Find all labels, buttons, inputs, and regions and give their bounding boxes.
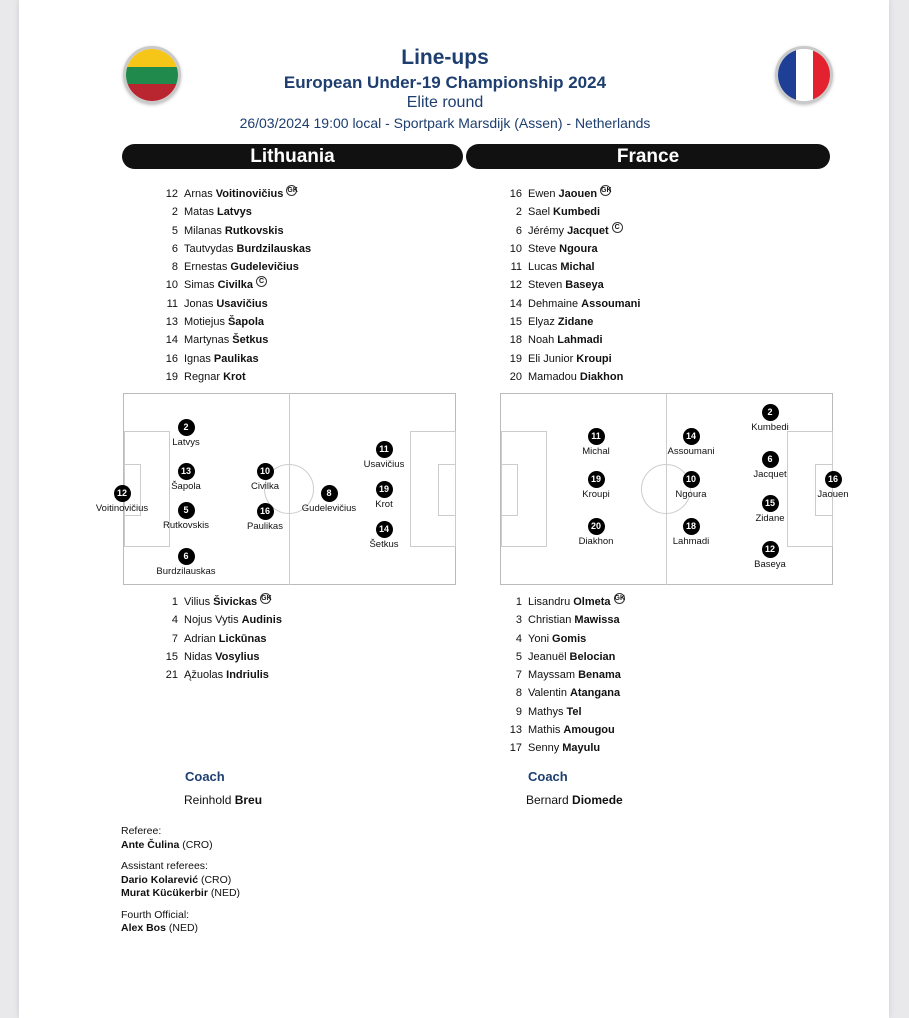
player-last-name: Tel <box>566 705 582 718</box>
player-number-dot: 13 <box>178 463 195 480</box>
player-row <box>506 368 640 386</box>
player-first-name: Mathis <box>528 724 561 737</box>
away-coach-name <box>526 793 623 807</box>
player-row <box>506 630 625 648</box>
player-row <box>162 368 311 386</box>
player-first-name: Nidas <box>184 650 213 663</box>
player-last-name: Indriulis <box>226 669 269 682</box>
player-last-name: Voitinovičius <box>215 188 284 200</box>
formation-player-name: Kroupi <box>582 489 610 500</box>
official-entry <box>121 874 240 888</box>
player-last-name: Jaouen <box>558 188 598 200</box>
page-title: Line-ups <box>401 46 489 69</box>
home-substitutes-list <box>162 593 282 684</box>
official-name: Alex Bos <box>121 922 166 934</box>
player-number-dot: 11 <box>588 428 605 445</box>
formation-player-marker <box>651 471 731 500</box>
player-last-name: Lickūnas <box>218 632 267 645</box>
player-first-name: Mamadou <box>528 370 577 383</box>
player-number: 19 <box>509 352 522 365</box>
player-number: 6 <box>171 242 178 255</box>
player-row <box>162 240 311 258</box>
player-first-name: Jonas <box>184 297 214 310</box>
player-last-name: Latvys <box>216 206 252 219</box>
player-last-name: Civilka <box>217 279 254 292</box>
official-entry <box>121 922 240 936</box>
goalkeeper-badge-icon: GK <box>614 595 625 602</box>
player-number: 13 <box>165 316 178 329</box>
player-row <box>506 666 625 684</box>
player-last-name: Olmeta <box>573 596 611 608</box>
player-number-dot: 6 <box>762 451 779 468</box>
formation-player-name: Zidane <box>755 513 785 524</box>
player-number-dot: 19 <box>376 481 393 498</box>
player-row <box>162 350 311 368</box>
player-row <box>162 593 282 611</box>
player-first-name: Ernestas <box>184 261 228 274</box>
player-row <box>162 331 311 349</box>
player-number: 8 <box>515 687 522 700</box>
officials-block <box>121 860 240 901</box>
player-number: 16 <box>165 352 178 365</box>
formation-player-name: Diakhon <box>578 536 614 547</box>
player-last-name: Audinis <box>241 614 282 627</box>
formation-player-marker <box>556 518 636 547</box>
home-team-bar: Lithuania <box>122 144 463 169</box>
official-nationality: (NED) <box>168 922 199 934</box>
player-first-name: Eli Junior <box>528 352 574 365</box>
player-first-name: Tautvydas <box>184 242 234 255</box>
player-first-name: Motiejus <box>184 316 225 329</box>
player-row <box>506 721 625 739</box>
player-row <box>506 684 625 702</box>
player-last-name: Lahmadi <box>557 334 603 347</box>
player-number: 6 <box>515 224 522 237</box>
player-first-name: Steven <box>528 279 563 292</box>
player-number: 18 <box>509 334 522 347</box>
officials-block <box>121 825 240 852</box>
formation-player-marker <box>730 541 810 570</box>
player-number: 15 <box>509 316 522 329</box>
player-first-name: Adrian <box>184 632 216 645</box>
player-last-name: Burdzilauskas <box>236 242 312 255</box>
formation-player-name: Gudelevičius <box>301 503 357 514</box>
formation-player-marker <box>344 481 424 510</box>
player-first-name: Nojus Vytis <box>184 614 239 627</box>
player-row <box>162 313 311 331</box>
goalkeeper-badge-icon: GK <box>287 187 298 194</box>
player-last-name: Mawissa <box>574 614 620 627</box>
player-first-name: Christian <box>528 614 572 627</box>
official-role-label: Referee: <box>121 825 162 837</box>
player-row <box>162 295 311 313</box>
player-first-name: Ewen <box>528 188 556 200</box>
player-number-dot: 14 <box>683 428 700 445</box>
formation-player-name: Kumbedi <box>751 422 789 433</box>
player-number: 12 <box>165 188 178 200</box>
player-last-name: Benama <box>578 669 621 682</box>
player-last-name: Rutkovskis <box>224 224 284 237</box>
player-row <box>162 648 282 666</box>
player-row <box>162 185 311 203</box>
player-last-name: Assoumani <box>581 297 641 310</box>
formation-player-marker <box>344 441 424 470</box>
formation-player-name: Civilka <box>251 481 279 492</box>
player-number: 17 <box>509 742 522 755</box>
player-row <box>506 611 625 629</box>
player-number: 13 <box>509 724 522 737</box>
player-last-name: Šapola <box>227 316 265 329</box>
player-last-name: Kroupi <box>576 352 612 365</box>
formation-player-marker <box>146 463 226 492</box>
formation-player-marker <box>344 521 424 550</box>
player-first-name: Simas <box>184 279 215 292</box>
player-number-dot: 12 <box>762 541 779 558</box>
player-number-dot: 16 <box>825 471 842 488</box>
formation-player-name: Ngoura <box>675 489 707 500</box>
player-number: 7 <box>515 669 522 682</box>
player-number: 2 <box>171 206 178 219</box>
competition-title: European Under-19 Championship 2024 <box>283 73 607 92</box>
player-first-name: Sael <box>528 206 551 219</box>
player-last-name: Šivickas <box>213 596 258 608</box>
player-last-name: Gomis <box>552 632 587 645</box>
formation-player-name: Šapola <box>171 481 201 492</box>
formation-player-name: Latvys <box>172 437 200 448</box>
player-last-name: Baseya <box>565 279 604 292</box>
player-number: 11 <box>166 297 178 310</box>
player-first-name: Jérémy <box>528 224 565 237</box>
official-entry <box>121 887 240 901</box>
formation-player-marker <box>793 471 873 500</box>
formation-player-name: Paulikas <box>247 521 283 532</box>
player-number: 9 <box>515 705 522 718</box>
home-coach-name <box>184 793 262 807</box>
player-number: 12 <box>509 279 522 292</box>
player-last-name: Vosylius <box>215 650 260 663</box>
player-row <box>506 240 640 258</box>
formation-player-name: Šetkus <box>369 539 399 550</box>
player-row <box>162 630 282 648</box>
player-row <box>506 185 640 203</box>
player-first-name: Ąžuolas <box>184 669 224 682</box>
goalkeeper-badge-icon: GK <box>601 187 612 194</box>
player-number-dot: 2 <box>178 419 195 436</box>
home-starters-list <box>162 185 311 386</box>
player-first-name: Lucas <box>528 261 558 274</box>
player-number: 15 <box>165 650 178 663</box>
player-number-dot: 20 <box>588 518 605 535</box>
formation-player-marker <box>556 428 636 457</box>
player-first-name: Valentin <box>528 687 567 700</box>
player-number-dot: 10 <box>683 471 700 488</box>
player-number: 1 <box>515 596 522 608</box>
player-row <box>162 666 282 684</box>
away-starters-list <box>506 185 640 386</box>
official-entry <box>121 839 240 853</box>
home-coach-first: Reinhold <box>184 793 232 807</box>
officials-block <box>121 909 240 936</box>
player-number: 2 <box>515 206 522 219</box>
player-last-name: Amougou <box>563 724 615 737</box>
formation-player-marker <box>146 548 226 577</box>
formation-player-name: Baseya <box>754 559 786 570</box>
home-coach-last: Breu <box>234 793 263 807</box>
player-number-dot: 10 <box>257 463 274 480</box>
formation-player-marker <box>146 419 226 448</box>
player-last-name: Zidane <box>557 316 594 329</box>
formation-player-marker <box>651 518 731 547</box>
player-number: 21 <box>165 669 178 682</box>
player-row <box>506 276 640 294</box>
player-first-name: Yoni <box>528 632 550 645</box>
player-last-name: Krot <box>223 370 246 383</box>
player-number-dot: 16 <box>257 503 274 520</box>
player-first-name: Jeanuël <box>528 650 567 663</box>
player-number: 4 <box>515 632 522 645</box>
player-first-name: Arnas <box>184 188 213 200</box>
player-row <box>506 313 640 331</box>
player-row <box>506 203 640 221</box>
formation-player-name: Michal <box>582 446 610 457</box>
player-last-name: Michal <box>560 261 595 274</box>
player-number: 16 <box>509 188 522 200</box>
player-last-name: Atangana <box>569 687 621 700</box>
player-first-name: Regnar <box>184 370 221 383</box>
player-number: 20 <box>509 370 522 383</box>
player-row <box>506 648 625 666</box>
player-number-dot: 14 <box>376 521 393 538</box>
player-last-name: Usavičius <box>216 297 268 310</box>
player-first-name: Senny <box>528 742 560 755</box>
formation-player-name: Assoumani <box>667 446 715 457</box>
player-number: 5 <box>171 224 178 237</box>
formation-player-name: Usavičius <box>363 459 405 470</box>
player-first-name: Steve <box>528 242 557 255</box>
player-number: 4 <box>171 614 178 627</box>
official-nationality: (NED) <box>210 887 241 899</box>
player-last-name: Paulikas <box>213 352 259 365</box>
official-name: Ante Čulina <box>121 838 180 851</box>
player-number: 10 <box>509 242 522 255</box>
official-name: Murat Kücükerbir <box>121 887 208 899</box>
player-number: 5 <box>515 650 522 663</box>
formation-player-name: Lahmadi <box>672 536 710 547</box>
formation-player-name: Jacquet <box>753 469 787 480</box>
player-first-name: Mathys <box>528 705 564 718</box>
captain-badge-icon: C <box>256 276 267 287</box>
player-number: 14 <box>509 297 522 310</box>
player-number-dot: 2 <box>762 404 779 421</box>
player-number: 10 <box>165 279 178 292</box>
player-row <box>506 258 640 276</box>
away-coach-first: Bernard <box>526 793 569 807</box>
formation-player-marker <box>556 471 636 500</box>
player-first-name: Mayssam <box>528 669 576 682</box>
player-number: 19 <box>165 370 178 383</box>
official-role-label: Fourth Official: <box>121 908 190 921</box>
player-number-dot: 18 <box>683 518 700 535</box>
formation-player-name: Burdzilauskas <box>156 566 216 577</box>
player-last-name: Belocian <box>569 650 616 663</box>
player-number-dot: 5 <box>178 502 195 519</box>
player-row <box>506 331 640 349</box>
player-row <box>162 222 311 240</box>
formation-player-name: Rutkovskis <box>163 520 209 531</box>
player-last-name: Mayulu <box>562 742 601 755</box>
player-number-dot: 8 <box>321 485 338 502</box>
player-last-name: Kumbedi <box>553 206 601 219</box>
player-row <box>506 593 625 611</box>
formation-player-name: Jaouen <box>817 489 849 500</box>
player-number-dot: 12 <box>114 485 131 502</box>
round-label: Elite round <box>406 94 484 111</box>
player-first-name: Martynas <box>184 334 230 347</box>
player-row <box>162 611 282 629</box>
away-coach-last: Diomede <box>572 793 623 807</box>
player-first-name: Vilius <box>184 596 211 608</box>
player-row <box>506 703 625 721</box>
player-number-dot: 19 <box>588 471 605 488</box>
player-first-name: Milanas <box>184 224 222 237</box>
captain-badge-icon: C <box>612 222 623 233</box>
formation-player-marker <box>730 404 810 433</box>
player-number: 3 <box>515 614 522 627</box>
player-first-name: Matas <box>184 206 214 219</box>
formation-player-marker <box>146 502 226 531</box>
match-info: 26/03/2024 19:00 local - Sportpark Marsdijk (Assen) - Netherlands <box>239 115 651 131</box>
player-last-name: Diakhon <box>579 370 624 383</box>
official-name: Dario Kolarević <box>121 873 199 886</box>
player-number: 1 <box>171 596 178 608</box>
player-last-name: Ngoura <box>559 242 598 255</box>
formation-player-marker <box>651 428 731 457</box>
away-substitutes-list <box>506 593 625 758</box>
player-last-name: Gudelevičius <box>230 261 299 274</box>
player-last-name: Jacquet <box>567 224 609 237</box>
player-row <box>162 276 311 294</box>
goalkeeper-badge-icon: GK <box>261 595 272 602</box>
official-nationality: (CRO) <box>182 838 213 851</box>
player-row <box>506 222 640 240</box>
player-row <box>162 203 311 221</box>
player-row <box>506 739 625 757</box>
official-nationality: (CRO) <box>200 873 232 886</box>
player-number: 7 <box>171 632 178 645</box>
home-coach-label: Coach <box>185 769 225 784</box>
away-coach-label: Coach <box>528 769 568 784</box>
player-number: 8 <box>171 261 178 274</box>
formation-player-name: Voitinovičius <box>95 503 149 514</box>
player-first-name: Elyaz <box>528 316 555 329</box>
match-officials <box>121 825 240 944</box>
player-number: 14 <box>165 334 178 347</box>
player-first-name: Ignas <box>184 352 211 365</box>
player-row <box>506 350 640 368</box>
player-number-dot: 15 <box>762 495 779 512</box>
player-number: 11 <box>510 261 522 274</box>
player-row <box>506 295 640 313</box>
away-team-bar: France <box>466 144 830 169</box>
player-first-name: Noah <box>528 334 555 347</box>
player-last-name: Šetkus <box>232 334 269 347</box>
player-first-name: Dehmaine <box>528 297 579 310</box>
player-first-name: Lisandru <box>528 596 571 608</box>
formation-player-name: Krot <box>375 499 393 510</box>
player-number-dot: 6 <box>178 548 195 565</box>
official-role-label: Assistant referees: <box>121 860 208 872</box>
player-number-dot: 11 <box>376 441 393 458</box>
player-row <box>162 258 311 276</box>
